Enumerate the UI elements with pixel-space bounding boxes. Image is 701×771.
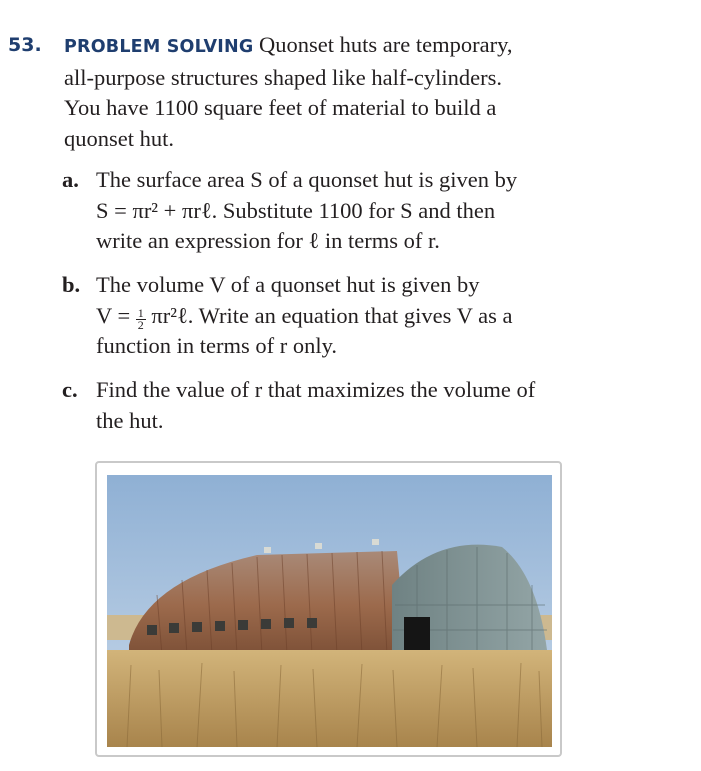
problem-line-2: all-purpose structures shaped like half-cylinders. (64, 64, 502, 90)
problem-number: 53. (8, 34, 42, 56)
problem-line-4: quonset hut. (64, 125, 174, 151)
problem-53 (8, 30, 688, 154)
fraction-denominator: 2 (137, 317, 144, 332)
part-a-line-2: S = πr² + πrℓ. Substitute 1100 for S and then (96, 197, 496, 223)
photo-frame (95, 461, 562, 757)
part-c-line-2: the hut. (96, 407, 164, 433)
part-a-line-1: The surface area S of a quonset hut is given by (96, 167, 518, 192)
part-c (62, 375, 682, 436)
problem-title: PROBLEM SOLVING (64, 37, 254, 57)
part-b (62, 270, 682, 362)
part-b-label: b. (62, 272, 81, 297)
one-half-fraction (136, 305, 146, 332)
problem-line-3: You have 1100 square feet of material to build a (64, 95, 497, 120)
problem-line-1 (64, 30, 688, 63)
part-a-line-3: write an expression for ℓ in terms of r. (96, 228, 440, 253)
foreground-grass (107, 650, 552, 747)
part-b-line-3: function in terms of r only. (96, 333, 337, 358)
volume-rhs: πr²ℓ. Write an equation that gives V as a (151, 302, 513, 328)
quonset-hut-photo (107, 475, 552, 747)
part-a (62, 165, 682, 257)
part-c-line-1: Find the value of r that maximizes the volume of (96, 377, 536, 402)
problem-intro-text: Quonset huts are temporary, (259, 32, 513, 57)
volume-lhs: V = (96, 302, 131, 328)
part-b-line-2 (96, 301, 682, 332)
fraction-numerator: 1 (137, 305, 144, 320)
part-b-line-1: The volume V of a quonset hut is given by (96, 272, 480, 297)
part-c-label: c. (62, 377, 78, 402)
part-a-label: a. (62, 167, 79, 192)
